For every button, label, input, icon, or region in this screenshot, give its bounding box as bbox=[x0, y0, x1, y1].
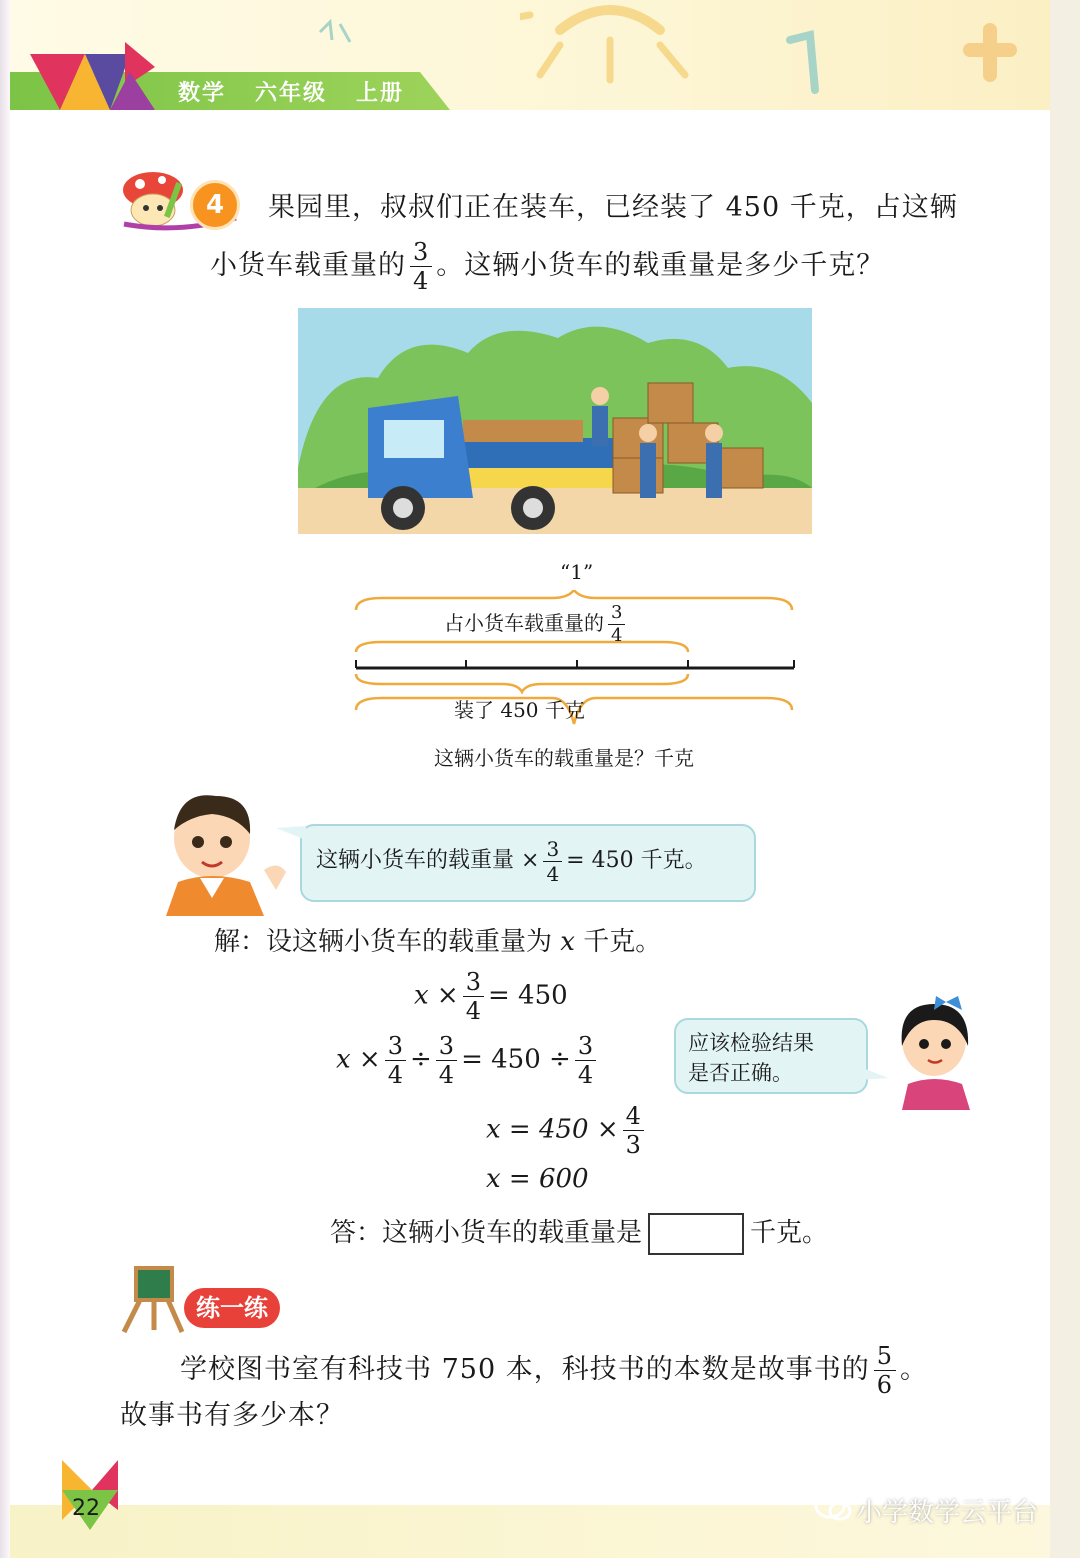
page-number: 22 bbox=[72, 1496, 100, 1521]
diagram-whole-label: “1” bbox=[560, 560, 594, 584]
fraction: $\frac{3}{4}$ bbox=[608, 604, 625, 645]
bubble-tail-icon bbox=[276, 822, 306, 842]
practice-problem-line1: 学校图书室有科技书 750 本，科技书的本数是故事书的 $\frac{5}{6}$ 。 bbox=[180, 1342, 928, 1399]
girl-bubble-text: 应该检验结果 是否正确。 bbox=[688, 1031, 814, 1085]
example-problem-line2: 小货车载重量的 $\frac{3}{4}$ 。这辆小货车的载重量是多少千克？ bbox=[210, 238, 885, 295]
header-decoration-icon bbox=[520, 0, 1040, 105]
fraction: $\frac{3}{4}$ bbox=[463, 970, 484, 1023]
answer-blank-box[interactable] bbox=[648, 1213, 744, 1255]
fraction: $\frac{3}{4}$ bbox=[543, 839, 562, 884]
solution-step-4: x = 600 bbox=[486, 1164, 589, 1194]
watermark-text: 小学数学云平台 bbox=[856, 1498, 1039, 1528]
answer-line: 答：这辆小货车的载重量是 千克。 bbox=[330, 1212, 828, 1255]
solution-intro: 解：设这辆小货车的载重量为 x 千克。 bbox=[214, 927, 662, 957]
diagram-part-label: 占小货车载重量的 $\frac{3}{4}$ bbox=[444, 604, 629, 645]
sparkle-icon bbox=[310, 12, 360, 52]
practice-problem-line2: 故事书有多少本？ bbox=[120, 1400, 344, 1431]
diagram-loaded-label: 装了 450 千克 bbox=[454, 698, 585, 722]
easel-icon bbox=[118, 1260, 190, 1334]
bubble-tail-icon bbox=[858, 1060, 888, 1084]
boy-bubble-text: 这辆小货车的载重量 × $\frac{3}{4}$ = 450 千克。 bbox=[316, 836, 707, 886]
fraction: $\frac{3}{4}$ bbox=[410, 240, 432, 293]
wechat-logo-icon bbox=[814, 1492, 854, 1522]
solution-step-1: x × $\frac{3}{4}$ = 450 bbox=[414, 968, 568, 1025]
fraction: $\frac{3}{4}$ bbox=[575, 1034, 596, 1087]
diagram-question-label: 这辆小货车的载重量是？千克 bbox=[434, 746, 694, 770]
page-edge bbox=[1050, 0, 1080, 1558]
fraction: $\frac{4}{3}$ bbox=[623, 1104, 644, 1157]
example-problem-line1: 果园里，叔叔们正在装车，已经装了 450 千克，占这辆 bbox=[268, 192, 958, 223]
fraction: $\frac{3}{4}$ bbox=[385, 1034, 406, 1087]
solution-step-3: x = 450 × $\frac{4}{3}$ bbox=[486, 1104, 648, 1157]
solution-step-2: x × $\frac{3}{4}$ ÷ $\frac{3}{4}$ = 450 ÷ $\frac{3}{4}$ bbox=[336, 1034, 600, 1087]
tangram-logo-icon bbox=[30, 42, 160, 110]
boy-character-icon bbox=[160, 790, 300, 916]
book-spine bbox=[0, 0, 10, 1558]
fraction: $\frac{3}{4}$ bbox=[436, 1034, 457, 1087]
practice-title-badge: 练一练 bbox=[184, 1288, 280, 1328]
fraction: $\frac{5}{6}$ bbox=[874, 1344, 896, 1397]
example-number-badge: 4 bbox=[190, 180, 240, 230]
truck-loading-illustration bbox=[298, 308, 812, 534]
header-title: 数学 六年级 上册 bbox=[178, 81, 405, 106]
girl-character-icon bbox=[896, 996, 976, 1110]
